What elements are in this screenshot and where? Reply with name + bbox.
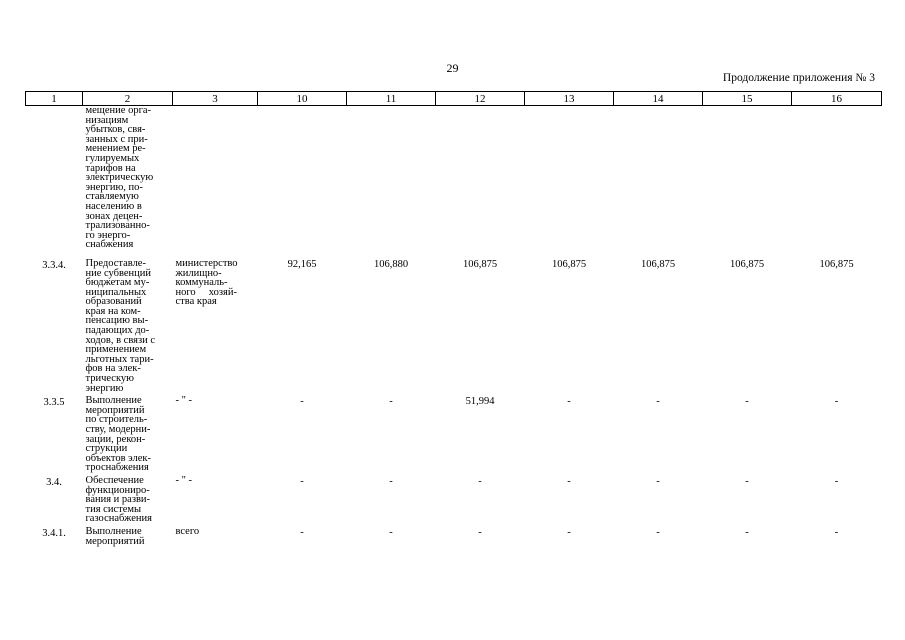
row-value-14: - [656,475,660,487]
row-name: Обеспечение функциониро- вания и разви- тия системы газоснабжения [85,474,152,525]
row-executor: всего [175,525,200,537]
header-cell: 15 [703,92,792,106]
row-value-14: 106,875 [640,258,676,270]
row-value-15: - [745,475,749,487]
row-value-13: - [567,396,571,408]
row-executor [173,106,258,250]
row-value-11: - [389,526,393,538]
budget-table [25,91,882,546]
row-value-14: - [656,526,660,538]
table-row [26,473,882,524]
row-value-13: - [567,475,571,487]
row-value-11: - [389,475,393,487]
header-cell: 12 [436,92,525,106]
row-value-15: - [745,396,749,408]
row-value-12: 51,994 [465,396,495,408]
row-number: 3.4. [46,476,62,488]
row-value-11: - [389,396,393,408]
header-cell: 16 [792,92,882,106]
row-value-15: - [745,526,749,538]
row-executor: министерство жилищно- коммуналь- ного хозяй- ства края [175,257,238,308]
row-name: Предоставле- ние субвенций бюджетам му- ниципальных образований края на ком- пенсацию вы- падающих до- ходов, в связи с применением льготных тари- фов на элек- трическую энергию [85,257,156,394]
header-cell: 14 [614,92,703,106]
row-value-10: - [300,396,304,408]
row-value-12 [436,106,525,250]
row-value-12: - [478,475,482,487]
row-value-13: - [567,526,571,538]
row-value-10: - [300,526,304,538]
header-cell: 13 [525,92,614,106]
row-value-12: 106,875 [462,258,498,270]
header-cell: 1 [26,92,83,106]
row-value-16 [792,106,882,250]
row-name: мещение орга- низациям убытков, свя- занных с при- менением ре- гулируемых тарифов на электрическую энергию, по- ставляемую населению в зонах децен- трализованно- го энерго- снабжения [85,105,154,251]
page-number: 29 [446,61,459,75]
table-row [26,106,882,250]
row-value-10: - [300,475,304,487]
continuation-label: Продолжение приложения № 3 [722,72,875,84]
row-name: Выполнение мероприятий [85,525,145,547]
header-cell: 11 [347,92,436,106]
row-number: 3.3.5 [43,397,65,409]
row-value-13 [525,106,614,250]
row-value-16: 106,875 [819,258,854,270]
table-row [26,256,882,393]
row-value-15: 106,875 [729,258,765,270]
row-executor: - " - [175,474,193,486]
header-cell: 10 [258,92,347,106]
row-value-14 [614,106,703,250]
header-cell: 3 [173,92,258,106]
table-row [26,393,882,473]
row-value-16: - [834,475,839,487]
row-number: 3.4.1. [42,527,66,539]
row-value-16: - [834,526,839,538]
header-cell: 2 [83,92,173,106]
row-value-10: 92,165 [287,258,317,270]
row-value-15 [703,106,792,250]
table-row [26,524,882,546]
row-value-12: - [478,526,482,538]
row-value-11: 106,880 [373,258,409,270]
row-value-16: - [834,396,839,408]
row-value-13: 106,875 [551,258,587,270]
row-number [26,106,83,250]
header-row [26,92,882,106]
row-number: 3.3.4. [42,259,66,271]
row-value-14: - [656,396,660,408]
row-executor: - " - [175,395,193,407]
row-value-10 [258,106,347,250]
row-value-11 [347,106,436,250]
row-name: Выполнение мероприятий по строитель- ству, модерни- зации, рекон- струкции объектов элек- троснабжения [85,395,151,474]
